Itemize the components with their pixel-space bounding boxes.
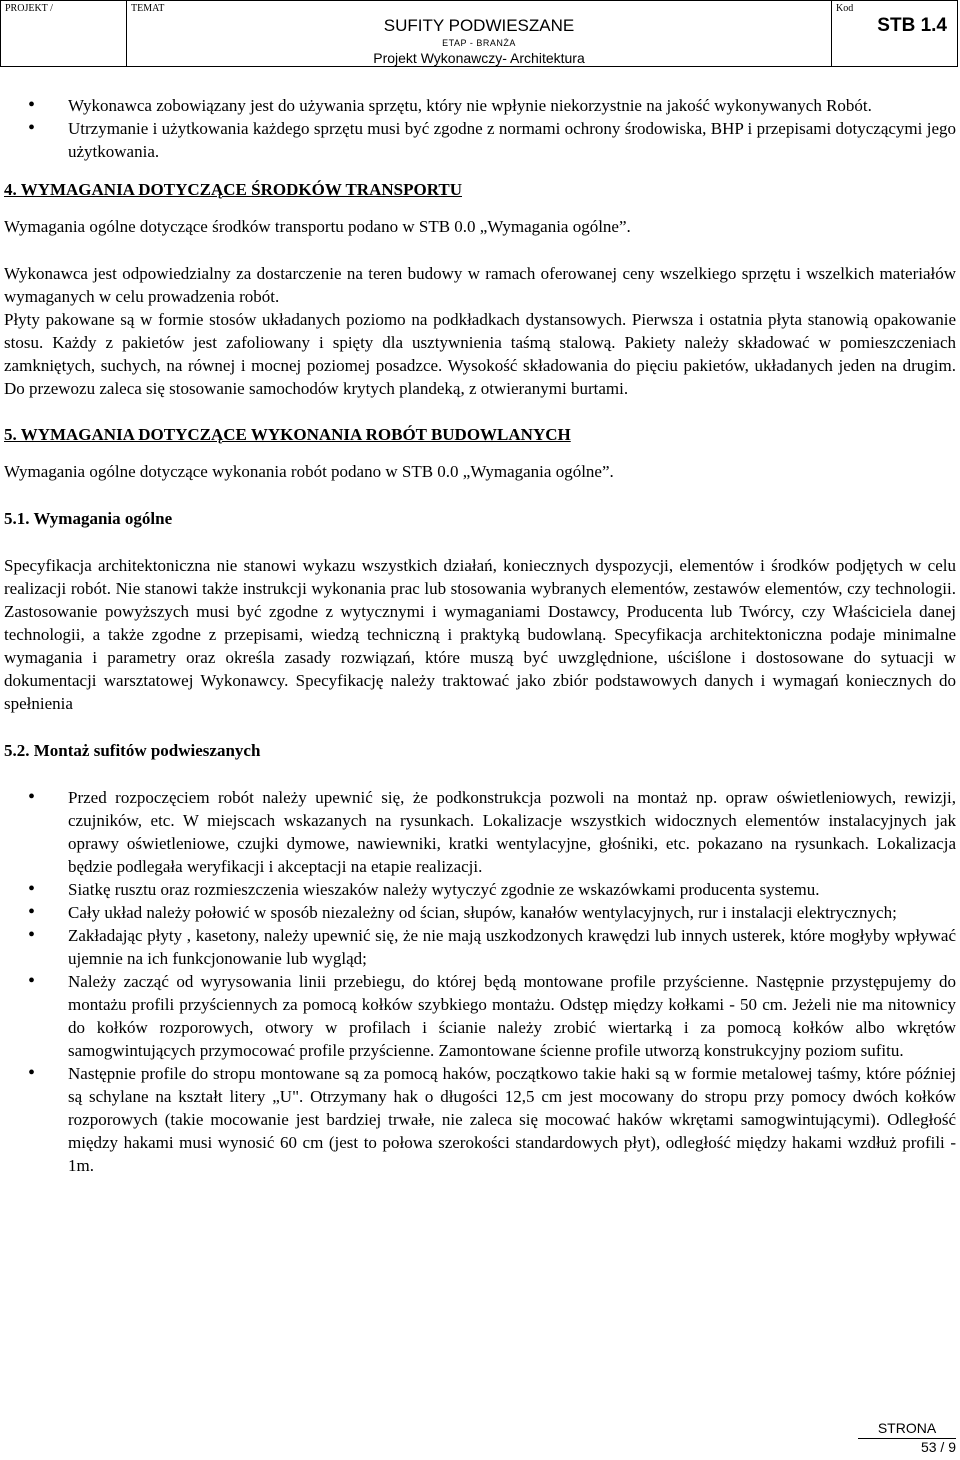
- document-body: [4, 94, 956, 1177]
- list-item: • Utrzymanie i użytkowania każdego sprzętu musi być zgodne z normami ochrony środowiska, BHP i przepisami dotyczącymi jego użytkowania.: [4, 117, 956, 163]
- list-item: • Następnie profile do stropu montowane są za pomocą haków, początkowo takie haki są w formie metalowej taśmy, które później są schylane na kształt litery „U". Otrzymany hak o długości 12,5 cm jest mocowany do stropu przy pomocy dwóch kołków rozporowych (takie mocowanie jest bardziej trwałe, nie zaleca się mocować haków wkrętami samogwintującymi). Odległość między hakami musi wynosić 60 cm (jest to połowa szerokości standardowych płyt), odległość między hakami wzdłuż profili - 1m.: [4, 1062, 956, 1177]
- list-item: • Wykonawca zobowiązany jest do używania sprzętu, który nie wpłynie niekorzystnie na jakość wykonywanych Robót.: [4, 94, 956, 117]
- section-5-heading: 5. WYMAGANIA DOTYCZĄCE WYKONANIA ROBÓT BUDOWLANYCH: [4, 425, 571, 444]
- header-code: STB 1.4: [877, 15, 947, 36]
- section-4-heading: 4. WYMAGANIA DOTYCZĄCE ŚRODKÓW TRANSPORTU: [4, 180, 462, 199]
- header-project-name: Projekt Wykonawczy- Architektura: [373, 50, 585, 66]
- document-header: [0, 0, 958, 67]
- bullet-list-top: [4, 94, 956, 163]
- header-topic-cell: [127, 1, 832, 66]
- section-4-paragraph: Wykonawca jest odpowiedzialny za dostarczenie na teren budowy w ramach oferowanej ceny wszelkiego sprzętu i wszelkich materiałów wymaganych w celu prowadzenia robót.: [4, 264, 956, 306]
- page-label: STRONA: [877, 1420, 937, 1436]
- header-code-cell: [832, 1, 959, 66]
- header-subtitle: ETAP - BRANŻA: [442, 38, 516, 48]
- list-item: • Cały układ należy połowić w sposób niezależny od ścian, słupów, kanałów wentylacyjnych, rur i instalacji elektrycznych;: [4, 901, 956, 924]
- page-footer: [858, 1420, 956, 1455]
- section-4-intro: Wymagania ogólne dotyczące środków transportu podano w STB 0.0 „Wymagania ogólne”.: [4, 217, 631, 236]
- list-item: • Należy zacząć od wyrysowania linii przebiegu, do której będą montowane profile przyścienne. Następnie przystępujemy do montażu profili przyściennych za pomocą kołków szybkiego montażu. Odstęp między kołkami - 50 cm. Jeżeli nie ma nitownicy do kołków rozporowych, otwory w profilach i ścianie należy zrobić wiertarką i za pomocą kołków albo wkrętów samogwintujących przymocować profile przyścienne. Zamontowane ścienne profile utworzą konstrukcyjny poziom sufitu.: [4, 970, 956, 1062]
- header-project-label: PROJEKT /: [5, 3, 53, 14]
- header-title: SUFITY PODWIESZANE: [383, 16, 575, 35]
- list-item: • Przed rozpoczęciem robót należy upewnić się, że podkonstrukcja pozwoli na montaż np. opraw oświetleniowych, rewizji, czujników, etc. W miejscach wskazanych na rysunkach. Lokalizacje wszystkich widocznych elementów instalacyjnych jak oprawy oświetleniowe, czujki dymowe, nawiewniki, kratki wentylacyjne, głośniki, etc. pokazano na rysunkach. Lokalizacja będzie podlegała weryfikacji i akceptacji na etapie realizacji.: [4, 786, 956, 878]
- header-code-label: Kod: [836, 3, 854, 14]
- header-project-cell: [1, 1, 127, 66]
- list-item: • Zakładając płyty , kasetony, należy upewnić się, że nie mają uszkodzonych krawędzi lub innych usterek, które mogłyby wpływać ujemnie na ich funkcjonowanie lub wygląd;: [4, 924, 956, 970]
- header-topic-label: TEMAT: [131, 3, 165, 14]
- section-5-intro: Wymagania ogólne dotyczące wykonania robót podano w STB 0.0 „Wymagania ogólne”.: [4, 462, 614, 481]
- section-5-1-heading: 5.1. Wymagania ogólne: [4, 509, 173, 528]
- page-number: 53 / 9: [920, 1439, 956, 1455]
- section-4-paragraph: Płyty pakowane są w formie stosów układanych poziomo na podkładkach dystansowych. Pierwsza i ostatnia płyta stanowią opakowanie stosu. Każdy z pakietów jest zafoliowany i spięty dla usztywnienia taśmą stalową. Pakiety należy składować w pomieszczeniach zamkniętych, suchych, na równej i mocnej poziomej posadzce. Wysokość składowania do pięciu pakietów, układanych jeden na drugim. Do przewozu zaleca się stosowanie samochodów krytych plandeką, z otwieranymi burtami.: [4, 310, 956, 398]
- list-item: • Siatkę rusztu oraz rozmieszczenia wieszaków należy wytyczyć zgodnie ze wskazówkami producenta systemu.: [4, 878, 956, 901]
- section-5-2-heading: 5.2. Montaż sufitów podwieszanych: [4, 741, 261, 760]
- section-5-1-text: Specyfikacja architektoniczna nie stanowi wykazu wszystkich działań, koniecznych dyspozycji, elementów i środków podjętych w celu realizacji robót. Nie stanowi także instrukcji wykonania prac lub stosowania wybranych elementów, zestawów elementów, czy technologii. Zastosowanie powyższych musi być zgodne z wytycznymi i wymaganiami Dostawcy, Producenta lub Twórcy, czy Właściciela danej technologii, a także zgodne z przepisami, wiedzą techniczną i praktyką budowlaną. Specyfikacja architektoniczna podaje minimalne wymagania i parametry oraz określa zasady rozwiązań, które muszą być uwzględnione, uściślone i dostosowane do sytuacji w dokumentacji warsztatowej Wykonawcy. Specyfikację należy traktować jako zbiór podstawowych danych i wymagań koniecznych do spełnienia: [4, 556, 956, 713]
- bullet-list-montaz: [4, 786, 956, 1177]
